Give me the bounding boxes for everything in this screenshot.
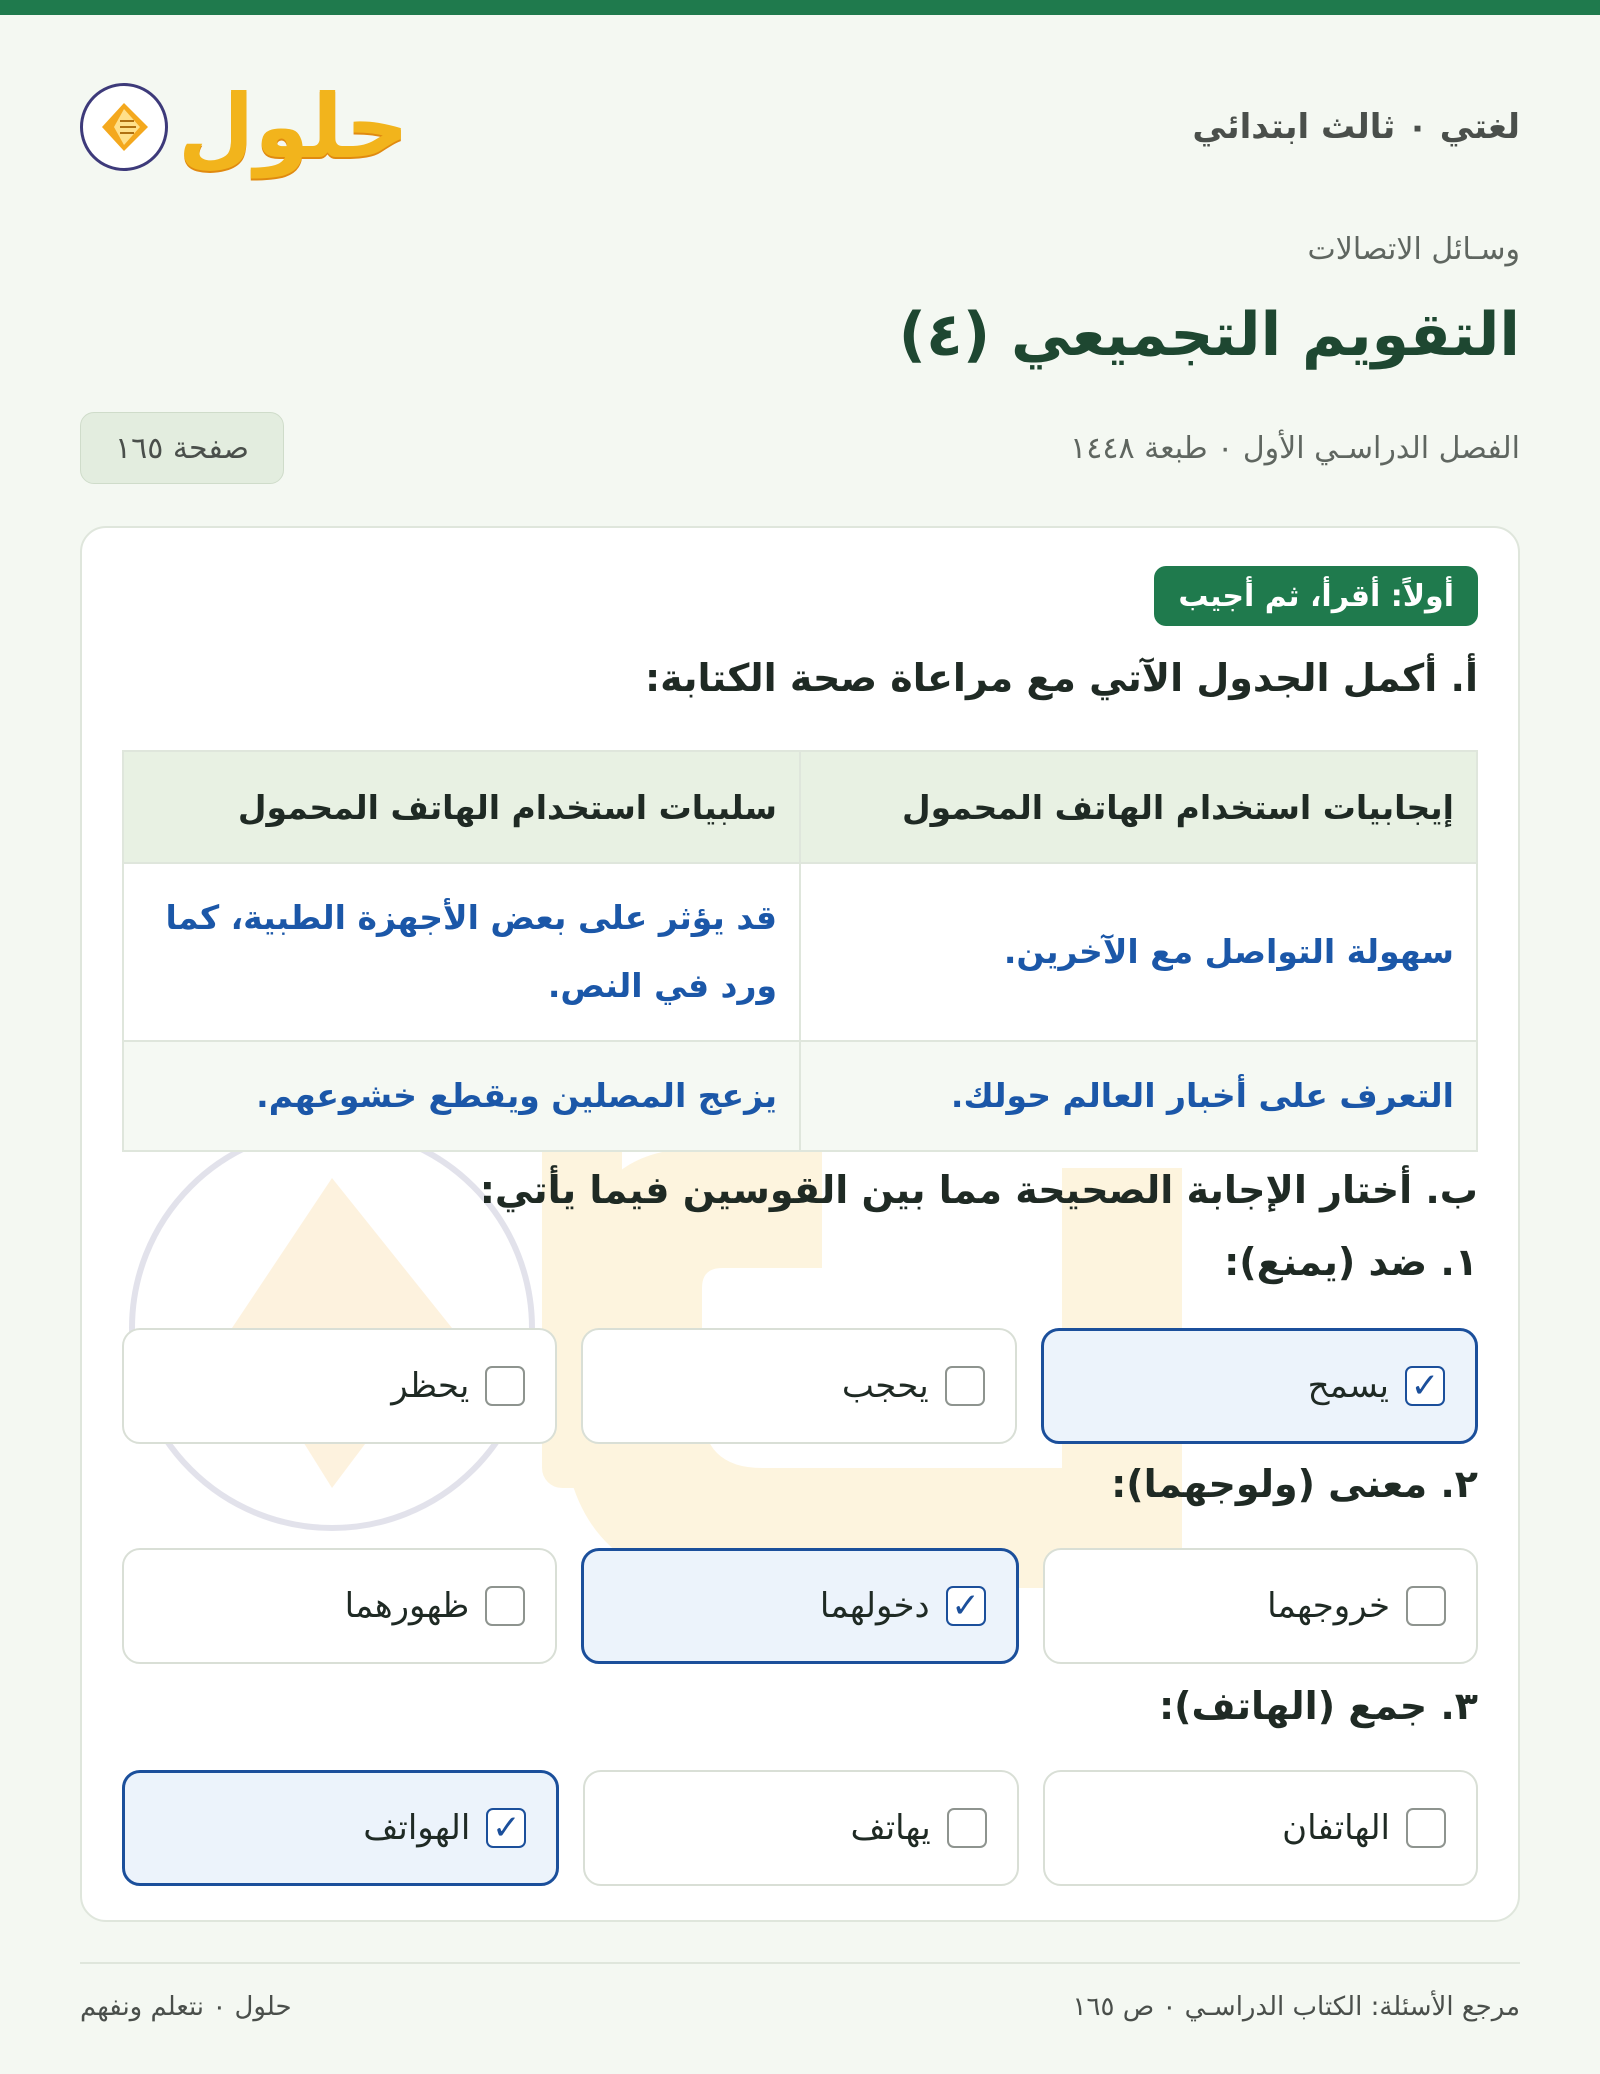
question-a-prompt: أ. أكمل الجدول الآتي مع مراعاة صحة الكتابة: bbox=[644, 656, 1478, 700]
meta-row bbox=[80, 412, 1520, 484]
checkbox-checked-icon[interactable]: ✓ bbox=[1405, 1366, 1445, 1406]
option-yuhatif[interactable] bbox=[583, 1770, 1018, 1886]
checkbox-checked-icon[interactable]: ✓ bbox=[486, 1808, 526, 1848]
option-zuhuruhuma[interactable] bbox=[122, 1548, 557, 1664]
table-cell-con: قد يؤثر على بعض الأجهزة الطبية، كما ورد في النص. bbox=[123, 863, 800, 1041]
option-khurujuhuma[interactable] bbox=[1043, 1548, 1478, 1664]
table-cell-pro: التعرف على أخبار العالم حولك. bbox=[800, 1041, 1477, 1151]
question-3-label: ٣. جمع (الهاتف): bbox=[1158, 1684, 1478, 1728]
book-icon bbox=[80, 83, 168, 171]
checkbox-icon[interactable] bbox=[945, 1366, 985, 1406]
checkbox-checked-icon[interactable]: ✓ bbox=[946, 1586, 986, 1626]
option-label: دخولهما bbox=[819, 1586, 930, 1626]
option-dukhuluhuma[interactable] bbox=[581, 1548, 1018, 1664]
footer-divider bbox=[80, 1962, 1520, 1964]
logo-wordmark: حلول bbox=[178, 75, 409, 178]
checkbox-icon[interactable] bbox=[485, 1586, 525, 1626]
option-yahjub[interactable] bbox=[581, 1328, 1016, 1444]
subject-grade: لغتي ٠ ثالث ابتدائي bbox=[1192, 107, 1520, 147]
unit-title: وسـائل الاتصالات bbox=[1307, 232, 1520, 267]
option-alhatifan[interactable] bbox=[1043, 1770, 1478, 1886]
option-label: الهاتفان bbox=[1282, 1808, 1390, 1848]
option-label: ظهورهما bbox=[344, 1586, 470, 1626]
table-cell-pro: سهولة التواصل مع الآخرين. bbox=[800, 863, 1477, 1041]
question-b-prompt: ب. أختار الإجابة الصحيحة مما بين القوسين فيما يأتي: bbox=[479, 1168, 1478, 1212]
option-label: خروجهما bbox=[1267, 1586, 1390, 1626]
option-alhawatif[interactable] bbox=[122, 1770, 559, 1886]
footer-brand: حلول ٠ نتعلم ونفهم bbox=[80, 1992, 292, 2022]
pros-cons-table bbox=[122, 750, 1478, 1152]
table-row bbox=[123, 1041, 1477, 1151]
option-label: يسمح bbox=[1307, 1366, 1389, 1406]
question-2-options bbox=[122, 1548, 1478, 1664]
page-title: التقويم التجميعي (٤) bbox=[898, 300, 1520, 370]
question-2-label: ٢. معنى (ولوجهما): bbox=[1111, 1462, 1478, 1506]
table-row bbox=[123, 863, 1477, 1041]
option-yasmah[interactable] bbox=[1041, 1328, 1478, 1444]
table-cell-con: يزعج المصلين ويقطع خشوعهم. bbox=[123, 1041, 800, 1151]
column-header-pros: إيجابيات استخدام الهاتف المحمول bbox=[800, 751, 1477, 863]
column-header-cons: سلبيات استخدام الهاتف المحمول bbox=[123, 751, 800, 863]
checkbox-icon[interactable] bbox=[1406, 1808, 1446, 1848]
table-header-row bbox=[123, 751, 1477, 863]
question-1-label: ١. ضد (يمنع): bbox=[1224, 1240, 1478, 1284]
option-yahzur[interactable] bbox=[122, 1328, 557, 1444]
checkbox-icon[interactable] bbox=[947, 1808, 987, 1848]
exercise-card bbox=[80, 526, 1520, 1922]
checkbox-icon[interactable] bbox=[485, 1366, 525, 1406]
page-number-badge: صفحة ١٦٥ bbox=[80, 412, 284, 484]
section-label: أولاً: أقرأ، ثم أجيب bbox=[1154, 566, 1478, 626]
option-label: يهاتف bbox=[850, 1808, 931, 1848]
header bbox=[80, 62, 1520, 192]
footer-reference: مرجع الأسئلة: الكتاب الدراسـي ٠ ص ١٦٥ bbox=[1072, 1992, 1520, 2022]
question-1-options bbox=[122, 1328, 1478, 1444]
option-label: يحجب bbox=[841, 1366, 929, 1406]
semester-edition: الفصل الدراسـي الأول ٠ طبعة ١٤٤٨ bbox=[1070, 430, 1520, 466]
question-3-options bbox=[122, 1770, 1478, 1886]
option-label: يحظر bbox=[391, 1366, 470, 1406]
option-label: الهواتف bbox=[363, 1808, 471, 1848]
top-accent-bar bbox=[0, 0, 1600, 15]
hulul-logo bbox=[80, 75, 409, 178]
checkbox-icon[interactable] bbox=[1406, 1586, 1446, 1626]
footer bbox=[80, 1992, 1520, 2022]
